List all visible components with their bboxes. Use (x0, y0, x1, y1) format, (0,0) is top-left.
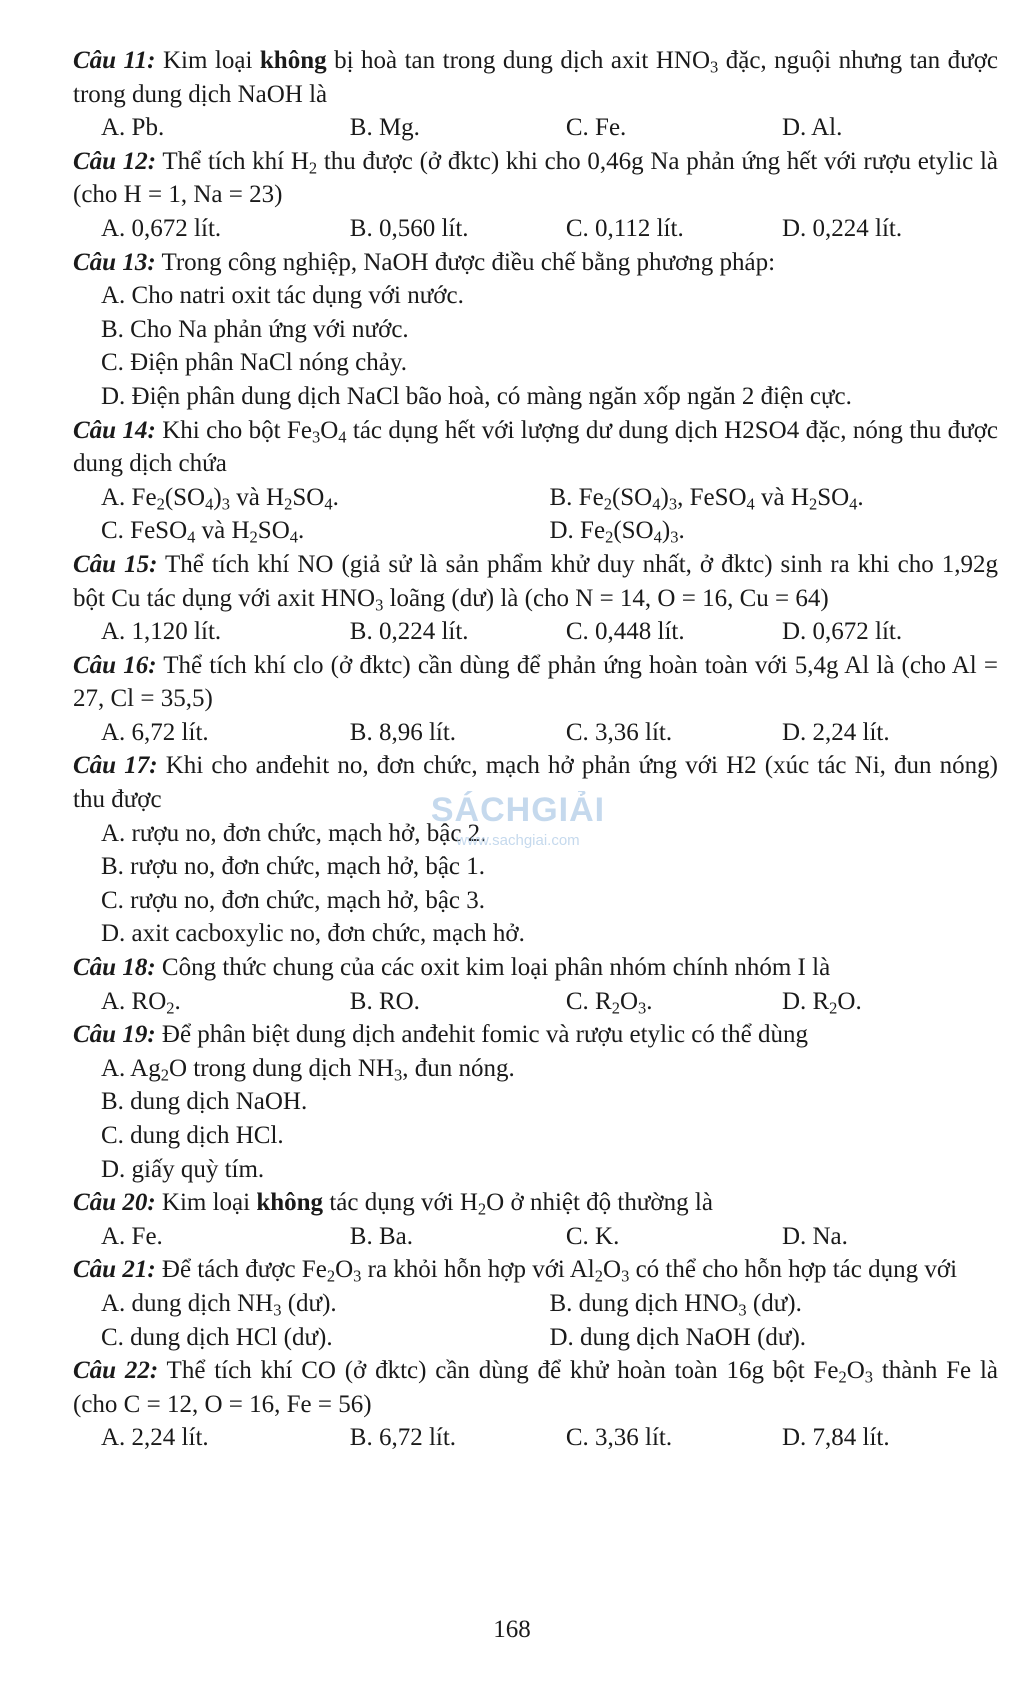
text-run: B. dung dịch NaOH. (101, 1088, 308, 1116)
subscript: 2 (308, 158, 318, 178)
text-run: A. RO (101, 987, 167, 1015)
text-run: ) (213, 483, 222, 511)
answer-option (782, 985, 998, 1019)
question-label: Câu 12: (73, 147, 157, 175)
text-run: A. Cho natri oxit tác dụng với nước. (101, 282, 464, 310)
text-run: . (332, 483, 339, 511)
text-run: Thể tích khí H (162, 147, 309, 175)
text-run: O (846, 1357, 865, 1385)
answer-option (73, 313, 998, 347)
text-run: . (174, 987, 181, 1015)
subscript: 2 (829, 998, 838, 1018)
answer-option (101, 1321, 550, 1355)
question (73, 1186, 998, 1253)
text-run: B. Mg. (349, 114, 420, 142)
text-run: , đun nóng. (402, 1054, 515, 1082)
answer-option (101, 1287, 550, 1321)
text-run: C. R (565, 987, 612, 1015)
text-run: loãng (dư) là (cho N = 14, O = 16, Cu = 64) (383, 584, 829, 612)
text-run: C. dung dịch HCl (dư). (101, 1323, 333, 1351)
subscript: 2 (808, 494, 818, 514)
subscript: 3 (638, 998, 647, 1018)
answer-option (101, 1220, 350, 1254)
text-run: và H (195, 517, 250, 545)
answer-row (73, 481, 998, 515)
subscript: 3 (670, 527, 679, 547)
text-run: có thể cho hỗn hợp tác dụng với (629, 1256, 958, 1284)
answer-option (550, 481, 999, 515)
text-run: B. 8,96 lít. (349, 718, 457, 746)
question-stem (73, 1354, 998, 1421)
text-run: O trong dung dịch NH (168, 1054, 394, 1082)
answer-row (73, 716, 998, 750)
question-label: Câu 17: (73, 752, 158, 780)
text-run: C. K. (565, 1222, 620, 1250)
text-run: (SO (611, 483, 653, 511)
text-run: và H (754, 483, 809, 511)
text-run: O (603, 1256, 622, 1284)
text-run: D. axit cacboxylic no, đơn chức, mạch hở. (101, 920, 525, 948)
text-run: D. 0,224 lít. (781, 214, 903, 242)
subscript: 3 (668, 494, 678, 514)
answer-option (782, 111, 998, 145)
subscript: 4 (324, 494, 333, 514)
subscript: 3 (621, 1266, 630, 1286)
subscript: 2 (611, 998, 620, 1018)
text-run: (dư). (746, 1289, 802, 1317)
text-run: O (619, 987, 639, 1015)
subscript: 2 (605, 527, 614, 547)
question-stem (73, 548, 998, 615)
text-run: A. 0,672 lít. (101, 214, 222, 242)
subscript: 4 (205, 494, 214, 514)
text-run: C. 0,112 lít. (565, 214, 684, 242)
text-run: O. (837, 987, 862, 1015)
subscript: 2 (160, 1065, 169, 1085)
answer-option (566, 1220, 782, 1254)
question-stem (73, 951, 998, 985)
text-run: SO (817, 483, 850, 511)
text-run: A. 6,72 lít. (101, 718, 209, 746)
question (73, 414, 998, 548)
text-run: Công thức chung của các oxit kim loại phân nhóm chính nhóm I là (161, 954, 831, 982)
answer-row (73, 1421, 998, 1455)
text-run: B. rượu no, đơn chức, mạch hở, bậc 1. (101, 853, 486, 881)
answer-option (101, 212, 350, 246)
question (73, 749, 998, 951)
subscript: 2 (249, 527, 258, 547)
answer-option (73, 346, 998, 380)
text-run: B. RO. (349, 987, 420, 1015)
subscript: 4 (653, 527, 662, 547)
question-stem (73, 1253, 998, 1287)
text-run: Để tách được Fe (161, 1256, 327, 1284)
text-run: . (678, 517, 685, 545)
bold-text: không (259, 47, 327, 74)
answer-option (566, 716, 782, 750)
text-run: C. 3,36 lít. (565, 718, 673, 746)
subscript: 4 (849, 494, 858, 514)
text-run: đặc, nguội nhưng tan được trong dung dịch NaOH là (73, 47, 999, 108)
subscript: 2 (477, 1199, 487, 1219)
answer-option (566, 212, 782, 246)
question (73, 44, 998, 145)
subscript: 2 (594, 1266, 603, 1286)
text-run: SO (257, 517, 290, 545)
text-run: và H (229, 483, 285, 511)
subscript: 2 (838, 1367, 847, 1387)
answer-option (782, 615, 998, 649)
answer-option (350, 985, 566, 1019)
answer-option (782, 716, 998, 750)
text-run: Trong công nghiệp, NaOH được điều chế bằng phương pháp: (161, 248, 776, 276)
question-label: Câu 15: (73, 550, 158, 578)
question (73, 246, 998, 414)
text-run: ) (660, 483, 669, 511)
answer-option (101, 481, 550, 515)
answer-option (73, 1119, 998, 1153)
text-run: (SO (613, 517, 654, 545)
answer-option (350, 716, 566, 750)
question-label: Câu 21: (73, 1256, 156, 1284)
text-run: tác dụng hết với lượng dư dung dịch H2SO4 đặc, nóng thu được dung dịch chứa (73, 416, 999, 478)
text-run: bị hoà tan trong dung dịch axit HNO (326, 47, 711, 74)
text-run: thu được (ở đktc) khi cho 0,46g Na phản ứng hết với rượu etylic là (cho H = 1, Na = 23) (73, 147, 998, 209)
subscript: 3 (738, 1300, 747, 1320)
text-run: B. 6,72 lít. (349, 1424, 457, 1452)
answer-option (350, 1421, 566, 1455)
text-run: Kim loại (161, 1189, 257, 1217)
answer-option (550, 514, 999, 548)
subscript: 2 (284, 494, 293, 514)
text-run: C. rượu no, đơn chức, mạch hở, bậc 3. (101, 886, 486, 914)
answer-option (566, 985, 782, 1019)
answer-option (101, 514, 550, 548)
subscript: 3 (273, 1300, 282, 1320)
answer-option (566, 111, 782, 145)
answer-option (350, 1220, 566, 1254)
text-run: O (335, 1256, 354, 1284)
text-run: SO (292, 483, 325, 511)
question (73, 1253, 998, 1354)
subscript: 4 (338, 427, 347, 447)
text-run: C. Fe. (565, 114, 627, 142)
subscript: 4 (652, 494, 661, 514)
subscript: 3 (375, 595, 384, 615)
question-label: Câu 14: (73, 416, 156, 444)
text-run: O ở nhiệt độ thường là (486, 1189, 713, 1217)
text-run: C. FeSO (101, 517, 188, 545)
answer-option (101, 615, 350, 649)
text-run: D. Al. (781, 114, 843, 142)
answer-row (73, 212, 998, 246)
text-run: Kim loại (163, 47, 260, 74)
subscript: 2 (166, 998, 175, 1018)
text-run: Thể tích khí CO (ở đktc) cần dùng để khử hoàn toàn 16g bột Fe (166, 1357, 839, 1385)
text-run: Để phân biệt dung dịch anđehit fomic và rượu etylic có thể dùng (161, 1021, 808, 1049)
text-run: thành Fe là (cho C = 12, O = 16, Fe = 56) (73, 1357, 998, 1418)
answer-option (782, 1421, 998, 1455)
text-run: A. Fe. (101, 1222, 163, 1250)
text-run: D. dung dịch NaOH (dư). (549, 1323, 807, 1351)
text-run: ) (661, 517, 671, 545)
text-run: D. 0,672 lít. (781, 618, 903, 646)
text-run: B. 0,560 lít. (349, 214, 469, 242)
page-number: 168 (493, 1616, 531, 1643)
text-run: C. dung dịch HCl. (101, 1122, 284, 1149)
subscript: 3 (221, 494, 230, 514)
answer-option (73, 884, 998, 918)
text-run: A. rượu no, đơn chức, mạch hở, bậc 2. (101, 819, 487, 847)
text-run: B. Ba. (349, 1222, 413, 1250)
answer-option (101, 111, 350, 145)
text-run: Thể tích khí clo (ở đktc) cần dùng để phản ứng hoàn toàn với 5,4g Al là (cho Al = 27, Cl = 35,5) (73, 651, 998, 713)
text-run: D. Fe (549, 517, 606, 545)
question-stem (73, 246, 998, 280)
question (73, 1018, 998, 1186)
answer-option (782, 212, 998, 246)
text-run: D. Điện phân dung dịch NaCl bão hoà, có màng ngăn xốp ngăn 2 điện cực. (101, 382, 852, 410)
text-run: C. 0,448 lít. (565, 618, 685, 646)
answer-option (350, 111, 566, 145)
question-list (73, 44, 998, 1455)
watermark-url: www.sachgiai.com (456, 832, 580, 849)
text-run: D. R (781, 987, 830, 1015)
answer-row (73, 514, 998, 548)
answer-option (566, 1421, 782, 1455)
question-stem (73, 1018, 998, 1052)
question (73, 1354, 998, 1455)
answer-row (73, 1321, 998, 1355)
answer-option (73, 1153, 998, 1187)
question-label: Câu 11: (73, 47, 156, 74)
text-run: Thể tích khí NO (giả sử là sản phẩm khử duy nhất, ở đktc) sinh ra khi cho 1,92g bột Cu tác dụng với axit HNO (73, 550, 998, 612)
question-stem (73, 145, 998, 212)
text-run: A. 2,24 lít. (101, 1424, 209, 1452)
question-label: Câu 19: (73, 1021, 156, 1049)
text-run: D. 2,24 lít. (781, 718, 890, 746)
answer-option (73, 850, 998, 884)
text-run: Khi cho bột Fe (162, 416, 312, 444)
text-run: . (298, 517, 305, 545)
text-run: D. giấy quỳ tím. (101, 1155, 265, 1183)
answer-option (101, 1421, 350, 1455)
question-label: Câu 20: (73, 1189, 156, 1217)
question (73, 145, 998, 246)
subscript: 2 (603, 494, 612, 514)
text-run: B. Cho Na phản ứng với nước. (101, 315, 409, 343)
question-stem (73, 414, 998, 481)
question-stem (73, 749, 998, 816)
answer-row (73, 111, 998, 145)
subscript: 3 (864, 1367, 874, 1387)
text-run: B. dung dịch HNO (549, 1289, 739, 1317)
text-run: . (857, 483, 864, 511)
answer-option (73, 1085, 998, 1119)
answer-option (550, 1287, 999, 1321)
text-run: ra khỏi hỗn hợp với Al (361, 1256, 595, 1284)
subscript: 4 (289, 527, 299, 547)
subscript: 3 (393, 1065, 403, 1085)
subscript: 3 (353, 1266, 362, 1286)
answer-option (73, 1052, 998, 1086)
text-run: O (320, 416, 339, 444)
question (73, 649, 998, 750)
question-label: Câu 13: (73, 248, 156, 276)
question (73, 548, 998, 649)
subscript: 2 (156, 494, 165, 514)
text-run: tác dụng với H (323, 1189, 478, 1217)
text-run: B. 0,224 lít. (349, 618, 469, 646)
text-run: A. dung dịch NH (101, 1289, 274, 1317)
question-label: Câu 16: (73, 651, 157, 679)
question-label: Câu 18: (73, 954, 156, 982)
answer-option (73, 279, 998, 313)
answer-option (73, 817, 998, 851)
answer-row (73, 615, 998, 649)
text-run: A. Pb. (101, 114, 165, 142)
text-run: B. Fe (549, 483, 604, 511)
question-stem (73, 649, 998, 716)
subscript: 3 (710, 57, 719, 77)
text-run: . (646, 987, 653, 1015)
question-stem (73, 44, 998, 111)
text-run: C. Điện phân NaCl nóng chảy. (101, 349, 407, 377)
answer-row (73, 1287, 998, 1321)
answer-option (101, 716, 350, 750)
text-run: Khi cho anđehit no, đơn chức, mạch hở phản ứng với H2 (xúc tác Ni, đun nóng) thu được (73, 752, 999, 814)
answer-option (782, 1220, 998, 1254)
text-run: , FeSO (677, 483, 747, 511)
subscript: 4 (187, 527, 196, 547)
text-run: (SO (164, 483, 206, 511)
answer-option (350, 615, 566, 649)
answer-option (350, 212, 566, 246)
text-run: A. 1,120 lít. (101, 618, 222, 646)
question (73, 951, 998, 1018)
bold-text: không (256, 1189, 324, 1217)
text-run: A. Ag (101, 1054, 161, 1082)
text-run: A. Fe (101, 483, 157, 511)
answer-option (73, 917, 998, 951)
text-run: D. Na. (781, 1222, 848, 1250)
question-stem (73, 1186, 998, 1220)
answer-row (73, 985, 998, 1019)
subscript: 3 (311, 427, 321, 447)
answer-option (566, 615, 782, 649)
subscript: 2 (326, 1266, 336, 1286)
answer-option (101, 985, 350, 1019)
answer-option (73, 380, 998, 414)
subscript: 4 (746, 494, 755, 514)
text-run: (dư). (281, 1289, 337, 1317)
text-run: D. 7,84 lít. (781, 1424, 890, 1452)
answer-option (550, 1321, 999, 1355)
question-label: Câu 22: (73, 1357, 159, 1385)
answer-row (73, 1220, 998, 1254)
text-run: C. 3,36 lít. (565, 1424, 673, 1452)
watermark-brand: SÁCHGIẢI (430, 791, 606, 829)
